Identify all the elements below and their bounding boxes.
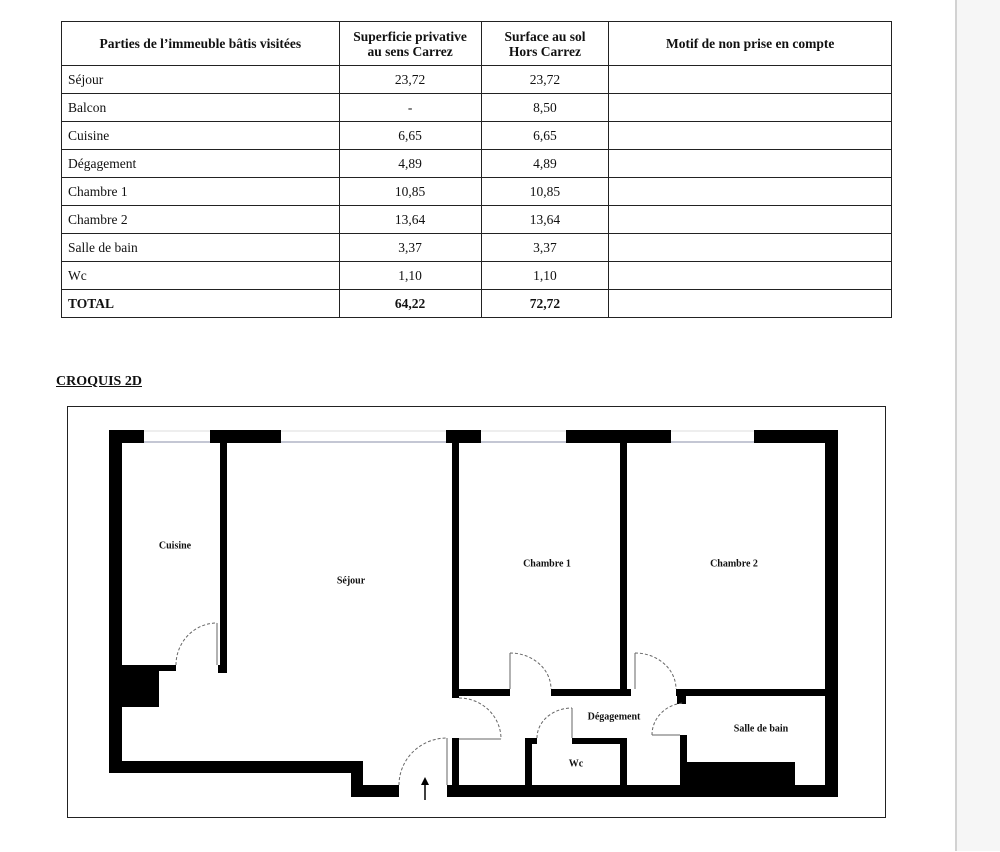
cell-room: Dégagement bbox=[62, 150, 340, 178]
cell-room: Séjour bbox=[62, 66, 340, 94]
header-hors-carrez-line2: Hors Carrez bbox=[508, 43, 581, 59]
cell-room: Wc bbox=[62, 262, 340, 290]
cell-total-label: TOTAL bbox=[62, 290, 340, 318]
cell-carrez: 4,89 bbox=[339, 150, 481, 178]
cell-hors-carrez: 6,65 bbox=[481, 122, 609, 150]
header-carrez-line2: au sens Carrez bbox=[367, 43, 453, 59]
cell-carrez: 6,65 bbox=[339, 122, 481, 150]
cell-room: Cuisine bbox=[62, 122, 340, 150]
room-label-wc: Wc bbox=[568, 758, 584, 770]
side-panel bbox=[955, 0, 1000, 851]
cell-carrez: 13,64 bbox=[339, 206, 481, 234]
cell-hors-carrez: 10,85 bbox=[481, 178, 609, 206]
cell-carrez: - bbox=[339, 94, 481, 122]
cell-hors-carrez: 23,72 bbox=[481, 66, 609, 94]
cell-total-hors-carrez: 72,72 bbox=[481, 290, 609, 318]
cell-hors-carrez: 1,10 bbox=[481, 262, 609, 290]
header-motif: Motif de non prise en compte bbox=[609, 22, 892, 66]
cell-room: Chambre 2 bbox=[62, 206, 340, 234]
cell-hors-carrez: 8,50 bbox=[481, 94, 609, 122]
cell-carrez: 1,10 bbox=[339, 262, 481, 290]
floor-plan bbox=[67, 406, 886, 818]
arrow-up-icon bbox=[421, 777, 429, 800]
cell-total-carrez: 64,22 bbox=[339, 290, 481, 318]
cell-room: Chambre 1 bbox=[62, 178, 340, 206]
header-hors-carrez-line1: Surface au sol bbox=[504, 28, 586, 44]
cell-room: Salle de bain bbox=[62, 234, 340, 262]
sketch-title: CROQUIS 2D bbox=[56, 374, 142, 389]
cell-room: Balcon bbox=[62, 94, 340, 122]
cell-carrez: 10,85 bbox=[339, 178, 481, 206]
cell-hors-carrez: 4,89 bbox=[481, 150, 609, 178]
header-carrez-line1: Superficie privative bbox=[353, 28, 467, 44]
cell-hors-carrez: 13,64 bbox=[481, 206, 609, 234]
cell-hors-carrez: 3,37 bbox=[481, 234, 609, 262]
floor-plan-drawing bbox=[1, 1, 1000, 852]
header-rooms: Parties de l’immeuble bâtis visitées bbox=[62, 22, 340, 66]
room-label-sejour: Séjour bbox=[336, 575, 366, 587]
room-label-chambre1: Chambre 1 bbox=[523, 558, 571, 570]
walls bbox=[109, 430, 838, 797]
cell-carrez: 23,72 bbox=[339, 66, 481, 94]
room-label-cuisine: Cuisine bbox=[158, 540, 192, 552]
cell-carrez: 3,37 bbox=[339, 234, 481, 262]
room-label-salle-de-bain: Salle de bain bbox=[733, 723, 789, 735]
room-label-degagement: Dégagement bbox=[587, 711, 641, 723]
room-label-chambre2: Chambre 2 bbox=[710, 558, 758, 570]
doors bbox=[176, 623, 683, 785]
